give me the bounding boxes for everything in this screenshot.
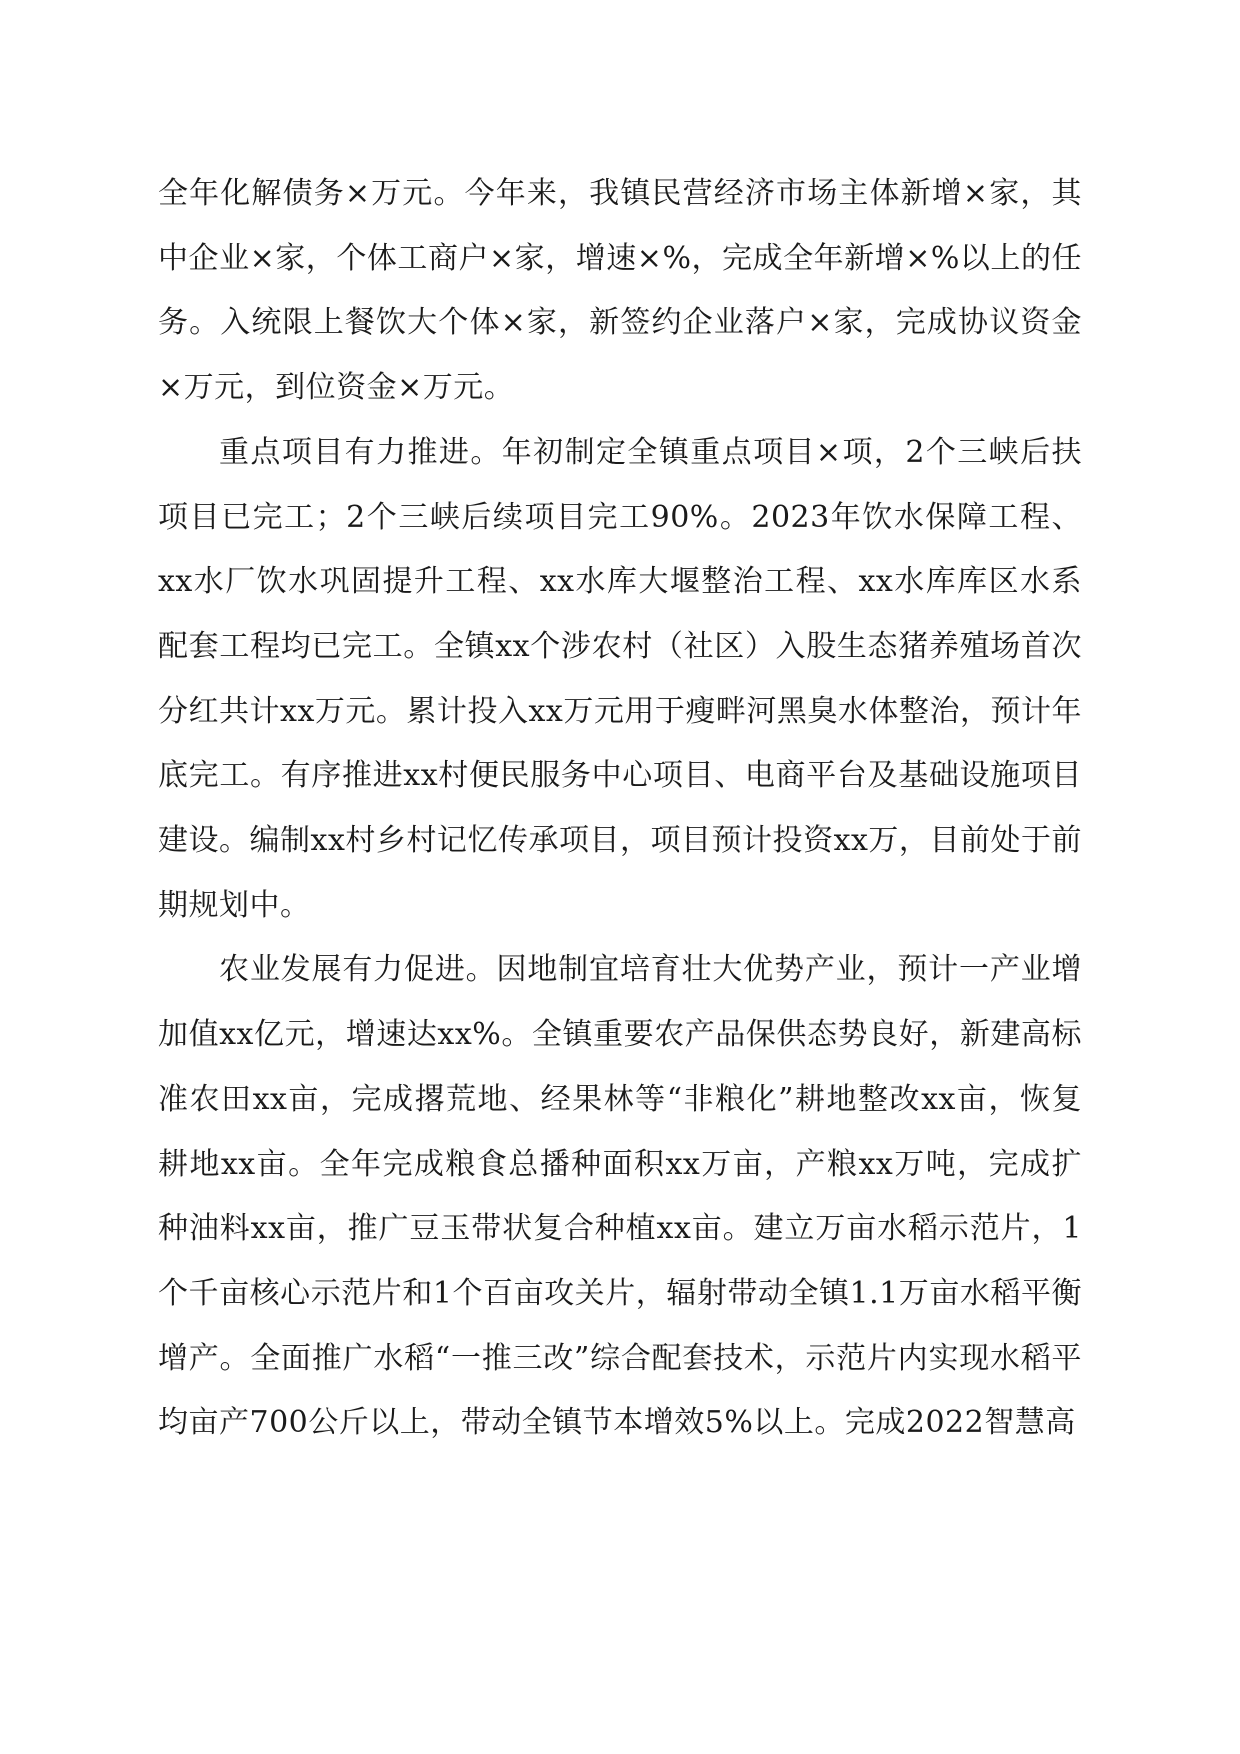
paragraph-key-projects: 重点项目有力推进。年初制定全镇重点项目×项，2个三峡后扶项目已完工；2个三峡后续项目完工90%。2023年饮水保障工程、xx水厂饮水巩固提升工程、xx水库大堰整治工程、xx水库库区水系配套工程均已完工。全镇xx个涉农村（社区）入股生态猪养殖场首次分红共计xx万元。累计投入xx万元用于瘦畔河黑臭水体整治，预计年底完工。有序推进xx村便民服务中心项目、电商平台及基础设施项目建设。编制xx村乡村记忆传承项目，项目预计投资xx万，目前处于前期规划中。: [158, 434, 1082, 923]
paragraph-economy: 全年化解债务×万元。今年来，我镇民营经济市场主体新增×家，其中企业×家，个体工商户×家，增速×%，完成全年新增×%以上的任务。入统限上餐饮大个体×家，新签约企业落户×家，完成协议资金×万元，到位资金×万元。: [158, 176, 1082, 406]
paragraph-agriculture: 农业发展有力促进。因地制宜培育壮大优势产业，预计一产业增加值xx亿元，增速达xx%。全镇重要农产品保供态势良好，新建高标准农田xx亩，完成撂荒地、经果林等“非粮化”耕地整改xx亩，恢复耕地xx亩。全年完成粮食总播种面积xx万亩，产粮xx万吨，完成扩种油料xx亩，推广豆玉带状复合种植xx亩。建立万亩水稻示范片，1个千亩核心示范片和1个百亩攻关片，辐射带动全镇1.1万亩水稻平衡增产。全面推广水稻“一推三改”综合配套技术，示范片内实现水稻平均亩产700公斤以上，带动全镇节本增效5%以上。完成2022智慧高: [158, 952, 1082, 1441]
body-text: [158, 162, 1082, 1456]
